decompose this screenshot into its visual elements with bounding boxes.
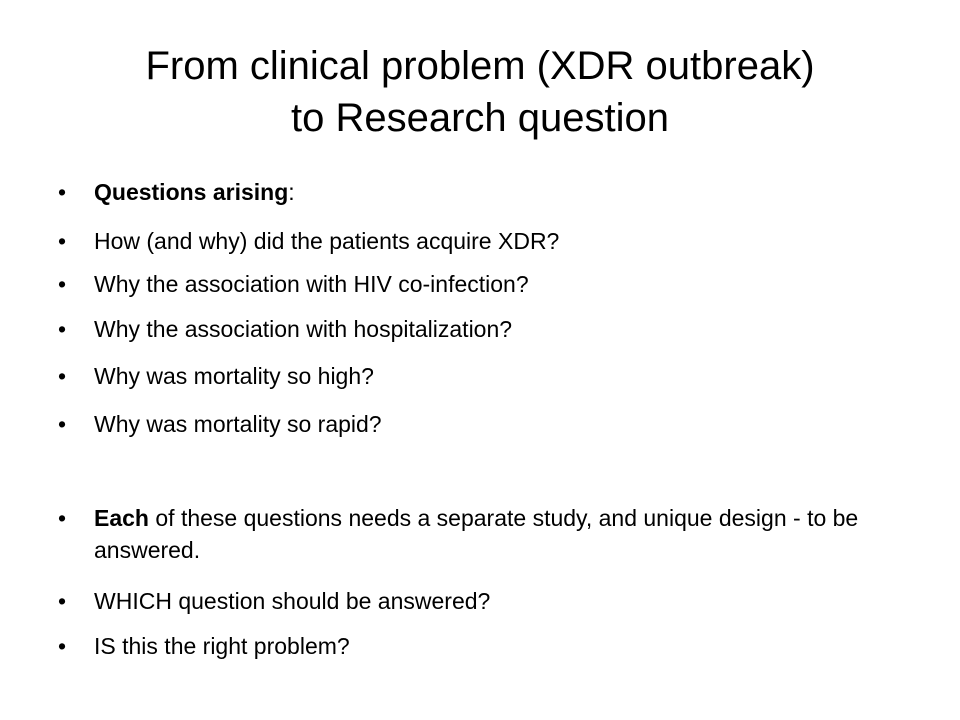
slide-title bbox=[40, 40, 920, 144]
bullet-text bbox=[94, 268, 918, 300]
bullet-rest: of these questions needs a separate study, and unique design - to be answered. bbox=[94, 505, 859, 563]
bullet-text bbox=[94, 360, 918, 392]
bullet-dot: • bbox=[58, 505, 67, 531]
bullet-rest: How (and why) did the patients acquire XDR? bbox=[94, 228, 560, 254]
bullet-rest: : bbox=[288, 179, 295, 205]
bullet-item bbox=[58, 502, 918, 566]
bullet-dot: • bbox=[58, 363, 67, 389]
bullet-item bbox=[58, 313, 918, 345]
bullet-rest: IS this the right problem? bbox=[94, 633, 350, 659]
bullet-text bbox=[94, 502, 918, 566]
bullet-item bbox=[58, 268, 918, 300]
bullet-text bbox=[94, 225, 918, 257]
bullet-item bbox=[58, 225, 918, 257]
bullet-rest: Why was mortality so high? bbox=[94, 363, 374, 389]
bullet-dot: • bbox=[58, 316, 67, 342]
bullet-text bbox=[94, 176, 918, 208]
bullet-item bbox=[58, 360, 918, 392]
bullet-rest: Why the association with HIV co-infection? bbox=[94, 271, 529, 297]
bullet-bold: Each bbox=[94, 505, 149, 531]
bullet-item bbox=[58, 408, 918, 440]
bullet-text bbox=[94, 408, 918, 440]
bullet-rest: WHICH question should be answered? bbox=[94, 588, 491, 614]
bullet-bold: Questions arising bbox=[94, 179, 289, 205]
bullet-dot: • bbox=[58, 588, 67, 614]
bullet-rest: Why was mortality so rapid? bbox=[94, 411, 382, 437]
title-line-2: to Research question bbox=[290, 96, 669, 140]
bullet-text bbox=[94, 313, 918, 345]
bullet-dot: • bbox=[58, 633, 67, 659]
bullet-item bbox=[58, 176, 918, 208]
bullet-dot: • bbox=[58, 411, 67, 437]
bullet-text bbox=[94, 630, 918, 662]
bullet-text bbox=[94, 585, 918, 617]
bullet-dot: • bbox=[58, 271, 67, 297]
bullet-item bbox=[58, 630, 918, 662]
bullet-rest: Why the association with hospitalization? bbox=[94, 316, 513, 342]
bullet-item bbox=[58, 585, 918, 617]
title-line-1: From clinical problem (XDR outbreak) bbox=[145, 44, 815, 88]
bullet-dot: • bbox=[58, 179, 67, 205]
bullet-dot: • bbox=[58, 228, 67, 254]
